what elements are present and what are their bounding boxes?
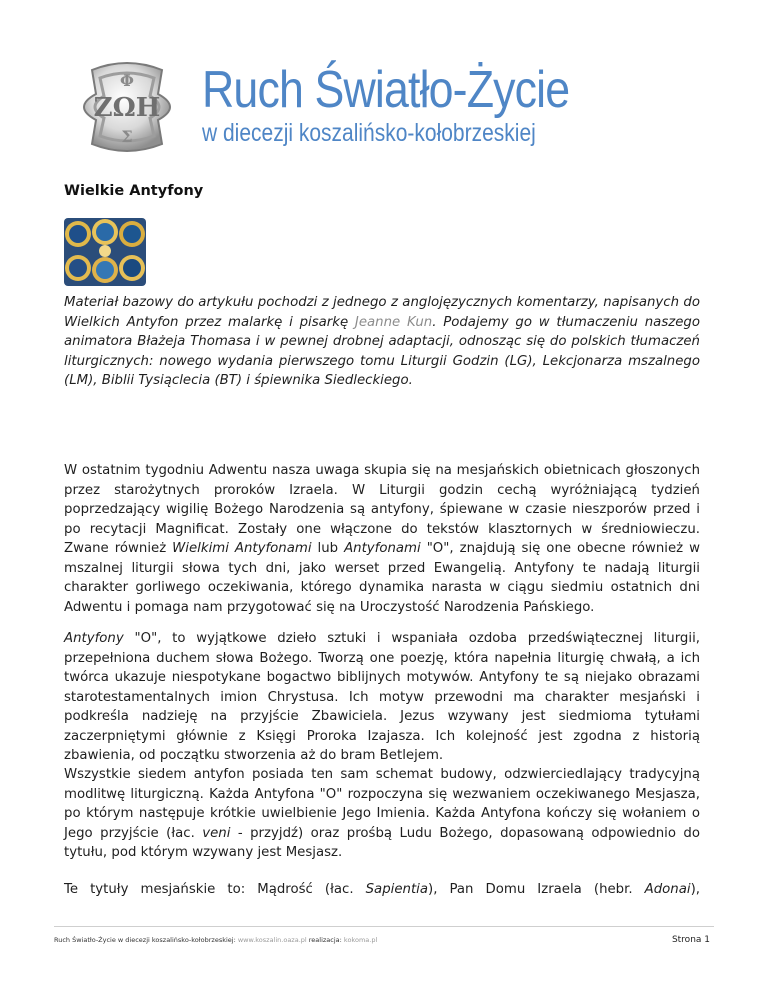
svg-text:Φ: Φ: [120, 71, 134, 90]
body-paragraph-4: Te tytuły mesjańskie to: Mądrość (łac. Sapientia), Pan Domu Izraela (hebr. Adonai),: [64, 882, 701, 897]
article-thumbnail: [64, 218, 146, 286]
footer-realization-link[interactable]: kokoma.pl: [343, 936, 378, 944]
footer-credits: Ruch Światło-Życie w diecezji koszalińsko-kołobrzeskiej: www.koszalin.oaza.pl realizacja: kokoma.pl: [54, 936, 378, 944]
brand-title: Ruch Światło-Życie: [202, 61, 570, 119]
body-paragraph-3: Wszystkie siedem antyfon posiada ten sam schemat budowy, odzwierciedlający tradycyjną modlitwę liturgiczną. Każda Antyfona "O" rozpoczyna się wezwaniem oczekiwanego Mesjasza, po którym następuje krótkie uwielbienie Jego Imienia. Każda Antyfona kończy się wołaniem o Jego przyjście (łac. veni - przyjdź) oraz prośbą Ludu Bożego, dopasowaną odpowiednio do tytułu, pod którym wzywany jest Mesjasz.: [64, 767, 700, 860]
article-title: Wielkie Antyfony: [64, 183, 204, 199]
footer-divider: [54, 926, 714, 927]
svg-text:ΖΩΗ: ΖΩΗ: [93, 93, 161, 123]
body-paragraph-1: W ostatnim tygodniu Adwentu nasza uwaga skupia się na mesjańskich obietnicach głoszonych przez starożytnych proroków Izraela. W Liturgii godzin cechą wyróżniającą tydzień poprzedzający wigilię Bożego Narodzenia są antyfony, śpiewane w czasie nieszporów przed i po recytacji Magnificat. Zostały one włączone do tekstów klasztornych w średniowieczu. Zwane również Wielkimi Antyfonami lub Antyfonami "O", znajdują się one obecne również w mszalnej liturgii słowa tych dni, jako werset przed Ewangelią. Antyfony te nadają liturgii charakter gorliwego oczekiwania, którego dynamika narasta w ciągu siedmiu ostatnich dni Adwentu i pomaga nam przygotować się na Uroczystość Narodzenia Pańskiego.: [64, 463, 700, 615]
brand-subtitle: w diecezji koszalińsko-kołobrzeskiej: [202, 119, 536, 147]
footer-site-link[interactable]: www.koszalin.oaza.pl: [237, 936, 307, 944]
body-paragraph-2: Antyfony "O", to wyjątkowe dzieło sztuki i wspaniała ozdoba przedświątecznej liturgii, przepełniona duchem słowa Bożego. Tworzą one poezję, która napełnia liturgię chwałą, a ich twórca ukazuje niespotykane bogactwo biblijnych motywów. Antyfony te są niejako obrazami starotestamentalnych imion Chrystusa. Ich motyw przewodni ma charakter mesjański i podkreśla nadzieję na przyjście Zbawiciela. Jezus wzywany jest siedmioma tytułami zaczerpniętymi głównie z Księgi Proroka Izajasza. Ich kolejność jest zgodna z historią zbawienia, od początku stworzenia aż do bram Betlejem.: [64, 631, 700, 763]
logo-emblem: [62, 52, 192, 162]
author-link[interactable]: Jeanne Kun: [354, 314, 433, 330]
page-number: Strona 1: [671, 935, 710, 945]
svg-text:Σ: Σ: [121, 127, 133, 146]
intro-paragraph: Materiał bazowy do artykułu pochodzi z jednego z anglojęzycznych komentarzy, napisanych do Wielkich Antyfon przez malarkę i pisarkę Jeanne Kun. Podajemy go w tłumaczeniu naszego animatora Błażeja Thomasa i w pewnej drobnej adaptacji, odnosząc się do polskich tłumaczeń liturgicznych: nowego wydania pierwszego tomu Liturgii Godzin (LG), Lekcjonarza mszalnego (LM), Biblii Tysiąclecia (BT) i śpiewnika Siedleckiego.: [64, 295, 700, 388]
